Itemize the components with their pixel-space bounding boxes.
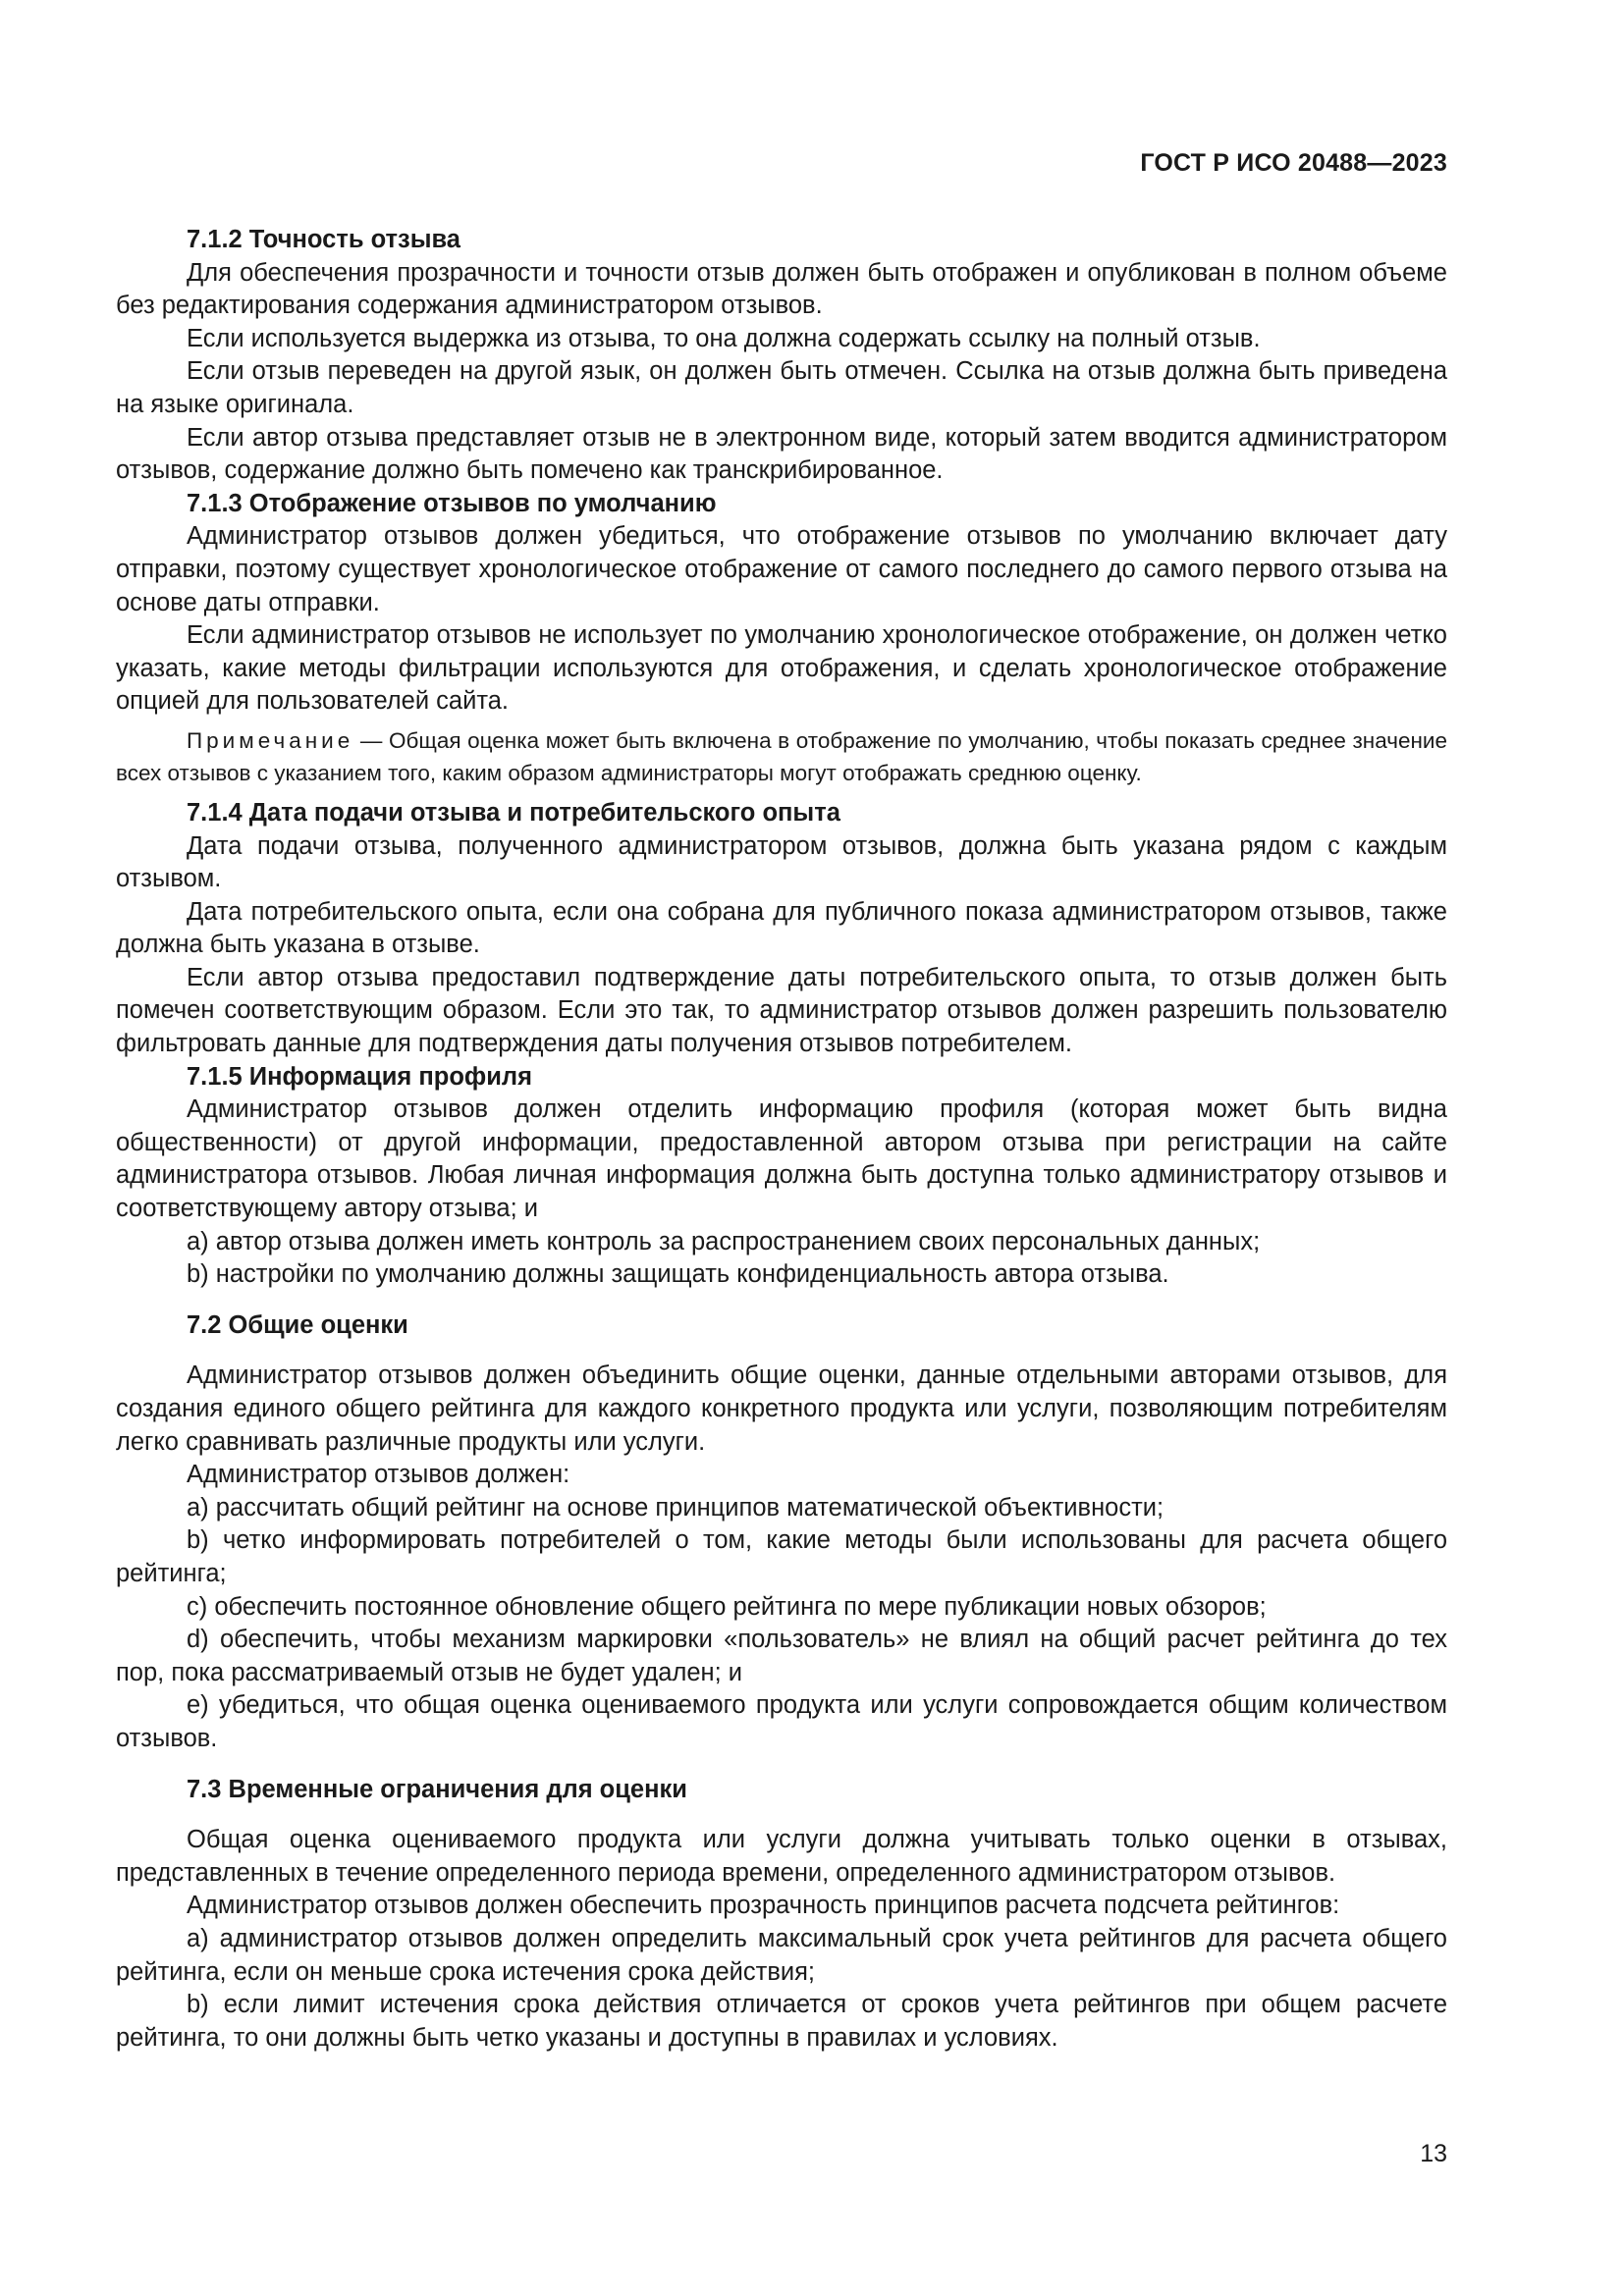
paragraph: Администратор отзывов должен отделить информацию профиля (которая может быть видна общественности) от другой информации, предоставленной автором отзыва при регистрации на сайте администратора отзывов. Любая личная информация должна быть доступна только администратору отзывов и соответствующему автору отзыва; и [116, 1095, 1447, 1223]
paragraph: Если отзыв переведен на другой язык, он должен быть отмечен. Ссылка на отзыв должна быть приведена на языке оригинала. [116, 357, 1447, 418]
paragraph: b) четко информировать потребителей о том, какие методы были использованы для расчета общего рейтинга; [116, 1526, 1447, 1587]
section-heading: 7.1.5 Информация профиля [187, 1062, 532, 1091]
paragraph: Если автор отзыва предоставил подтверждение даты потребительского опыта, то отзыв должен быть помечен соответствующим образом. Если это так, то администратор отзывов должен разрешить пользователю фильтровать данные для подтверждения даты получения отзывов потребителем. [116, 963, 1447, 1058]
paragraph: d) обеспечить, чтобы механизм маркировки «пользователь» не влиял на общий расчет рейтинга до тех пор, пока рассматриваемый отзыв не будет удален; и [116, 1626, 1447, 1686]
section-heading-major: 7.3 Временные ограничения для оценки [187, 1775, 687, 1803]
section-heading-major: 7.2 Общие оценки [187, 1310, 408, 1339]
paragraph: Администратор отзывов должен объединить общие оценки, данные отдельными авторами отзывов, для создания единого общего рейтинга для каждого конкретного продукта или услуги, позволяющим потребителям легко сравнивать различные продукты или услуги. [116, 1362, 1447, 1456]
page-body [116, 224, 1447, 2055]
page-number: 13 [1420, 2140, 1447, 2167]
paragraph: Если используется выдержка из отзыва, то она должна содержать ссылку на полный отзыв. [187, 324, 1261, 352]
paragraph: Дата потребительского опыта, если она собрана для публичного показа администратором отзывов, также должна быть указана в отзыве. [116, 897, 1447, 959]
section-heading: 7.1.4 Дата подачи отзыва и потребительского опыта [187, 798, 840, 827]
paragraph: Администратор отзывов должен убедиться, что отображение отзывов по умолчанию включает дату отправки, поэтому существует хронологическое отображение от самого последнего до самого первого отзыва на основе даты отправки. [116, 522, 1447, 616]
paragraph: Если автор отзыва представляет отзыв не в электронном виде, который затем вводится администратором отзывов, содержание должно быть помечено как транскрибированное. [116, 423, 1447, 485]
paragraph: a) автор отзыва должен иметь контроль за распространением своих персональных данных; [187, 1227, 1261, 1255]
standard-id-header: ГОСТ Р ИСО 20488—2023 [1140, 149, 1447, 177]
paragraph: Администратор отзывов должен: [187, 1461, 570, 1489]
note-label: Примечание [187, 727, 354, 753]
note-text: — Общая оценка может быть включена в отображение по умолчанию, чтобы показать среднее значение всех отзывов с указанием того, каким образом администраторы могут отображать среднюю оценку. [116, 727, 1447, 785]
paragraph: Если администратор отзывов не использует по умолчанию хронологическое отображение, он должен четко указать, какие методы фильтрации используются для отображения, и сделать хронологическое отображение опцией для пользователей сайта. [116, 621, 1447, 716]
paragraph: Общая оценка оцениваемого продукта или услуги должна учитывать только оценки в отзывах, представленных в течение определенного периода времени, определенного администратором отзывов. [116, 1826, 1447, 1887]
paragraph: b) если лимит истечения срока действия отличается от сроков учета рейтингов при общем расчете рейтинга, то они должны быть четко указаны и доступны в правилах и условиях. [116, 1991, 1447, 2052]
paragraph: a) администратор отзывов должен определить максимальный срок учета рейтингов для расчета общего рейтинга, если он меньше срока истечения срока действия; [116, 1924, 1447, 1986]
paragraph: Дата подачи отзыва, полученного администратором отзывов, должна быть указана рядом с каждым отзывом. [116, 831, 1447, 893]
section-heading: 7.1.2 Точность отзыва [187, 226, 460, 253]
paragraph: a) рассчитать общий рейтинг на основе принципов математической объективности; [187, 1493, 1164, 1522]
paragraph: Администратор отзывов должен обеспечить прозрачность принципов расчета подсчета рейтингов: [187, 1892, 1340, 1920]
paragraph: e) убедиться, что общая оценка оцениваемого продукта или услуги сопровождается общим количеством отзывов. [116, 1691, 1447, 1752]
paragraph: c) обеспечить постоянное обновление общего рейтинга по мере публикации новых обзоров; [187, 1592, 1267, 1621]
note-block [116, 724, 1447, 789]
section-heading: 7.1.3 Отображение отзывов по умолчанию [187, 489, 717, 517]
paragraph: b) настройки по умолчанию должны защищать конфиденциальность автора отзыва. [187, 1260, 1169, 1289]
paragraph: Для обеспечения прозрачности и точности отзыв должен быть отображен и опубликован в полном объеме без редактирования содержания администратором отзывов. [116, 258, 1447, 320]
